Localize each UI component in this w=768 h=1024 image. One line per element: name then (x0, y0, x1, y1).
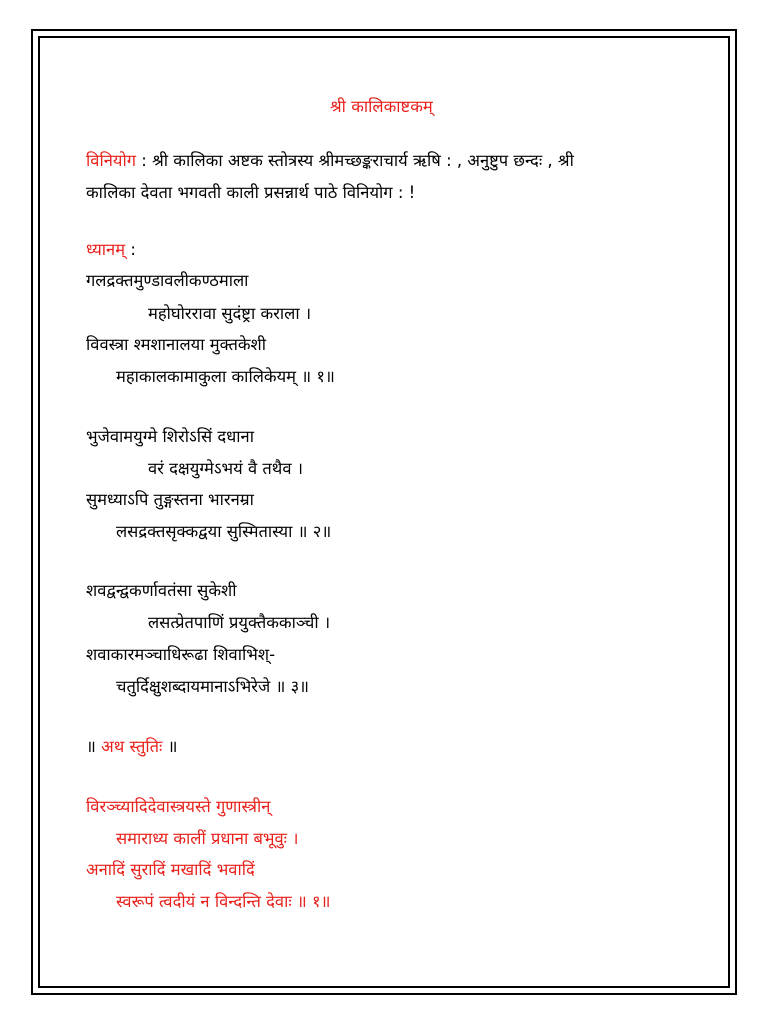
dhyanam-label: ध्यानम् (86, 240, 126, 259)
verse-3-line-3: शवाकारमञ्चाधिरूढा शिवाभिश्- (86, 645, 276, 664)
verse-1-line-2: महोघोररावा सुदंष्ट्रा कराला । (148, 304, 312, 323)
stuti-verse-1-line-1: विरञ्च्यादिदेवास्त्रयस्ते गुणास्त्रीन् (86, 797, 271, 816)
verse-3-line-1: शवद्वन्द्वकर्णावतंसा सुकेशी (86, 581, 237, 600)
stuti-heading-open: ॥ (86, 737, 96, 756)
verse-3-line-2: लसत्प्रेतपाणिं प्रयुक्तैककाञ्ची । (148, 613, 331, 632)
document-title: श्री कालिकाष्टकम् (330, 97, 433, 116)
verse-2-line-4: लसद्रक्तसृक्कद्वया सुस्मितास्या ॥ २॥ (116, 522, 332, 541)
stuti-heading (86, 734, 178, 757)
viniyoga-label: विनियोग (86, 151, 137, 170)
verse-2-line-3: सुमध्याऽपि तुङ्गस्तना भारनम्रा (86, 490, 254, 509)
verse-2-line-2: वरं दक्षयुग्मेऽभयं वै तथैव । (148, 459, 303, 478)
viniyoga-text-2: कालिका देवता भगवती काली प्रसन्नार्थ पाठे विनियोग : ! (86, 183, 416, 202)
stuti-heading-close: ॥ (167, 737, 178, 756)
verse-3-line-4: चतुर्दिक्षुशब्दायमानाऽभिरेजे ॥ ३॥ (116, 677, 310, 696)
stuti-verse-1-line-4: स्वरूपं त्वदीयं न विन्दन्ति देवाः ॥ १॥ (116, 892, 331, 911)
verse-1-line-4: महाकालकामाकुला कालिकेयम् ॥ १॥ (116, 367, 335, 386)
verse-1-line-1: गलद्रक्तमुण्डावलीकण्ठमाला (86, 271, 249, 290)
stuti-heading-text: अथ स्तुतिः (101, 737, 163, 756)
stuti-verse-1-line-2: समाराध्य कालीं प्रधाना बभूवुः । (116, 829, 299, 848)
verse-2-line-1: भुजेवामयुग्मे शिरोऽसिं दधाना (86, 427, 254, 446)
viniyoga-line-1 (86, 148, 574, 171)
verse-1-line-3: विवस्त्रा श्मशानालया मुक्तकेशी (86, 335, 267, 354)
stuti-verse-1-line-3: अनादिं सुरादिं मखादिं भवादिं (86, 860, 255, 879)
viniyoga-text-1: : श्री कालिका अष्टक स्तोत्रस्य श्रीमच्छङ्कराचार्य ऋषि : , अनुष्टुप छन्दः , श्री (141, 151, 574, 170)
dhyanam-colon: : (130, 240, 136, 259)
dhyanam-heading (86, 237, 136, 260)
